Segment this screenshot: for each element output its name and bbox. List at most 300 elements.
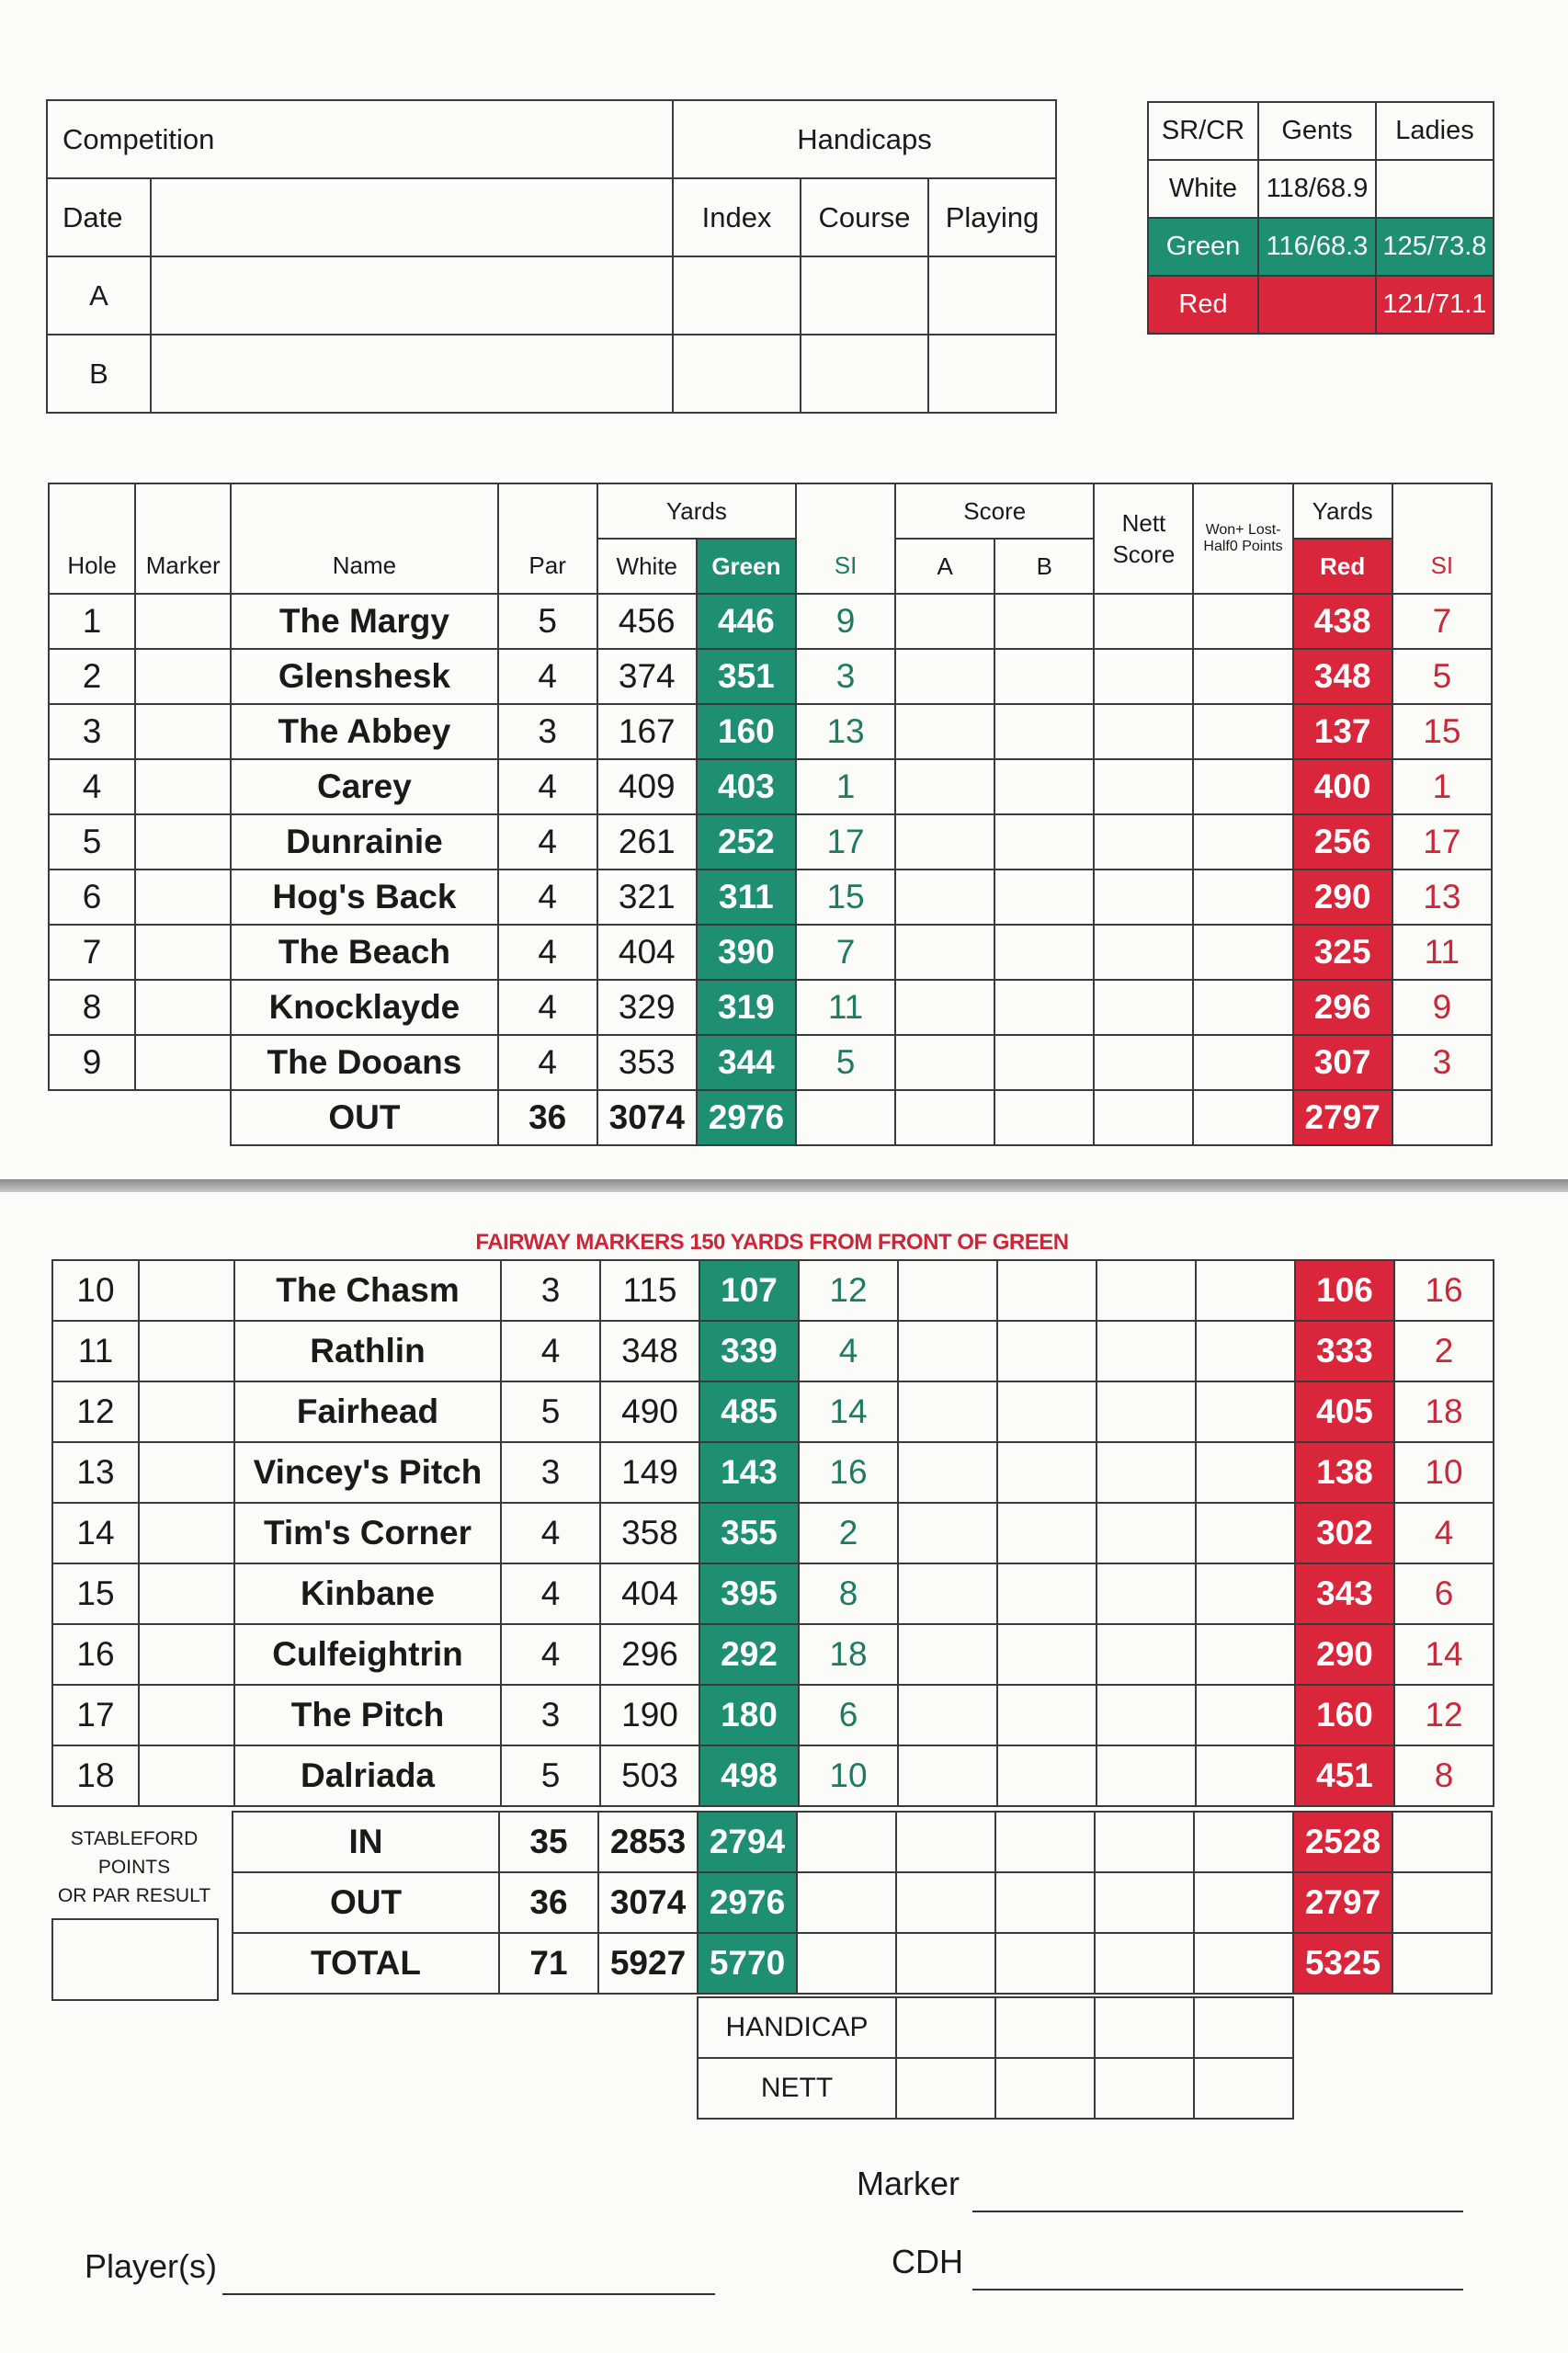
players-signature-label: Player(s) (85, 2247, 218, 2285)
totals-white: 3074 (598, 1872, 698, 1933)
points-cell[interactable] (1193, 594, 1292, 649)
nett-score-cell[interactable] (1096, 1260, 1196, 1321)
totals-label: OUT (233, 1872, 499, 1933)
white-yards: 329 (597, 980, 697, 1035)
points-cell[interactable] (1193, 814, 1292, 870)
srcr-label: SR/CR (1148, 102, 1258, 160)
rating-gents: 116/68.3 (1258, 218, 1376, 276)
player-a-name-field[interactable] (151, 256, 673, 335)
hole-par: 4 (498, 925, 597, 980)
points-cell[interactable] (1193, 980, 1292, 1035)
nett-score-cell[interactable] (1094, 980, 1193, 1035)
marker-cell[interactable] (135, 1035, 231, 1090)
si-header-top (796, 483, 895, 539)
si-header: SI (796, 539, 895, 594)
handicap-nett[interactable] (1095, 1997, 1194, 2058)
hole-row (49, 759, 1492, 814)
marker-cell[interactable] (139, 1503, 234, 1563)
out-par: 36 (498, 1090, 597, 1145)
green-yards: 311 (697, 870, 796, 925)
marker-cell[interactable] (139, 1442, 234, 1503)
marker-signature-label: Marker (857, 2165, 960, 2202)
score-a-cell[interactable] (898, 1563, 997, 1624)
marker-cell[interactable] (139, 1563, 234, 1624)
nett-score-cell[interactable] (1094, 759, 1193, 814)
nett-score-cell[interactable] (1094, 925, 1193, 980)
hole-number: 4 (49, 759, 135, 814)
score-b-cell[interactable] (994, 814, 1094, 870)
out-score-b[interactable] (994, 1090, 1094, 1145)
score-b-cell[interactable] (997, 1745, 1096, 1806)
hole-row (49, 980, 1492, 1035)
nett-score-cell[interactable] (1094, 704, 1193, 759)
totals-points[interactable] (1194, 1812, 1293, 1872)
points-cell[interactable] (1193, 649, 1292, 704)
nett-label: NETT (698, 2058, 896, 2119)
hole-par: 4 (498, 870, 597, 925)
score-a-cell[interactable] (898, 1442, 997, 1503)
hole-si: 7 (796, 925, 895, 980)
hole-si: 11 (796, 980, 895, 1035)
handicap-a[interactable] (896, 1997, 995, 2058)
hole-row (52, 1442, 1494, 1503)
totals-green: 2794 (698, 1812, 797, 1872)
hole-par: 4 (498, 649, 597, 704)
green-yards: 292 (699, 1624, 799, 1685)
cdh-line[interactable] (972, 2289, 1463, 2290)
out-si (796, 1090, 895, 1145)
player-b-index-field[interactable] (673, 335, 801, 413)
score-a-cell[interactable] (898, 1321, 997, 1381)
hole-name: Knocklayde (231, 980, 497, 1035)
score-b-cell[interactable] (994, 870, 1094, 925)
score-a-cell[interactable] (895, 980, 994, 1035)
green-yards: 390 (697, 925, 796, 980)
white-yards: 296 (600, 1624, 699, 1685)
hole-name: Hog's Back (231, 870, 497, 925)
score-b-cell[interactable] (994, 594, 1094, 649)
hole-si: 9 (796, 594, 895, 649)
score-a-cell[interactable] (895, 1035, 994, 1090)
red-si: 1 (1392, 759, 1492, 814)
red-yards: 302 (1295, 1503, 1394, 1563)
hole-number: 8 (49, 980, 135, 1035)
points-cell[interactable] (1196, 1563, 1295, 1624)
points-cell[interactable] (1193, 1035, 1292, 1090)
red-yards: 290 (1295, 1624, 1394, 1685)
green-yards: 498 (699, 1745, 799, 1806)
player-a-index-field[interactable] (673, 256, 801, 335)
hole-name: The Abbey (231, 704, 497, 759)
hole-si: 18 (799, 1624, 898, 1685)
hole-si: 10 (799, 1745, 898, 1806)
red-si: 11 (1392, 925, 1492, 980)
nett-score-cell[interactable] (1094, 649, 1193, 704)
red-si: 10 (1394, 1442, 1494, 1503)
points-cell[interactable] (1196, 1321, 1295, 1381)
marker-cell[interactable] (139, 1624, 234, 1685)
date-field[interactable] (151, 178, 673, 256)
score-a-cell[interactable] (895, 925, 994, 980)
score-a-cell[interactable] (895, 594, 994, 649)
stableford-line: OR PAR RESULT (57, 1885, 211, 1906)
competition-table (46, 99, 1057, 414)
points-cell[interactable] (1196, 1685, 1295, 1745)
hole-number: 18 (52, 1745, 139, 1806)
score-a-cell[interactable] (895, 649, 994, 704)
white-yards: 261 (597, 814, 697, 870)
out-label: OUT (231, 1090, 497, 1145)
score-b-cell[interactable] (997, 1563, 1096, 1624)
fairway-note: FAIRWAY MARKERS 150 YARDS FROM FRONT OF GREEN (475, 1230, 1069, 1255)
totals-label: IN (233, 1812, 499, 1872)
hole-si: 12 (799, 1260, 898, 1321)
score-b-cell[interactable] (997, 1685, 1096, 1745)
score-b-cell[interactable] (994, 925, 1094, 980)
handicap-b[interactable] (995, 1997, 1095, 2058)
totals-row (233, 1812, 1492, 1872)
red-si: 9 (1392, 980, 1492, 1035)
score-b-cell[interactable] (997, 1442, 1096, 1503)
totals-points[interactable] (1194, 1933, 1293, 1994)
white-yards: 348 (600, 1321, 699, 1381)
marker-cell[interactable] (139, 1260, 234, 1321)
score-b-cell[interactable] (994, 1035, 1094, 1090)
hole-row (52, 1624, 1494, 1685)
marker-cell[interactable] (135, 980, 231, 1035)
points-cell[interactable] (1196, 1745, 1295, 1806)
white-yards: 115 (600, 1260, 699, 1321)
score-b-cell[interactable] (997, 1321, 1096, 1381)
fold-line (0, 1179, 1568, 1192)
green-yards: 403 (697, 759, 796, 814)
score-a-cell[interactable] (898, 1503, 997, 1563)
nett-score-cell[interactable] (1096, 1442, 1196, 1503)
totals-white: 5927 (598, 1933, 698, 1994)
date-label: Date (47, 178, 151, 256)
red-yards: 290 (1293, 870, 1392, 925)
totals-si (797, 1812, 896, 1872)
green-yards: 395 (699, 1563, 799, 1624)
red-yards: 451 (1295, 1745, 1394, 1806)
score-b-cell[interactable] (994, 649, 1094, 704)
totals-red: 5325 (1293, 1933, 1392, 1994)
hole-par: 4 (501, 1321, 600, 1381)
player-a-course-field[interactable] (801, 256, 928, 335)
player-b-name-field[interactable] (151, 335, 673, 413)
out-white: 3074 (597, 1090, 697, 1145)
hole-row (49, 814, 1492, 870)
yards-header: Yards (597, 483, 796, 539)
hole-name: The Beach (231, 925, 497, 980)
marker-signature-line[interactable] (972, 2211, 1463, 2212)
hole-par: 3 (501, 1442, 600, 1503)
score-a-cell[interactable] (895, 704, 994, 759)
nett-score-cell[interactable] (1094, 594, 1193, 649)
nett-score-cell[interactable] (1096, 1745, 1196, 1806)
out-nett[interactable] (1094, 1090, 1193, 1145)
green-yards: 160 (697, 704, 796, 759)
totals-score-b[interactable] (995, 1872, 1095, 1933)
points-cell[interactable] (1193, 925, 1292, 980)
red-yards: 333 (1295, 1321, 1394, 1381)
competition-label: Competition (47, 100, 673, 178)
par-header-top (498, 483, 597, 539)
hole-si: 2 (799, 1503, 898, 1563)
green-yards: 339 (699, 1321, 799, 1381)
white-yards: 409 (597, 759, 697, 814)
out-points[interactable] (1193, 1090, 1292, 1145)
white-yards: 167 (597, 704, 697, 759)
totals-green: 2976 (698, 1872, 797, 1933)
white-yards: 358 (600, 1503, 699, 1563)
nett-a[interactable] (896, 2058, 995, 2119)
hole-si: 16 (799, 1442, 898, 1503)
points-cell[interactable] (1196, 1260, 1295, 1321)
totals-points[interactable] (1194, 1872, 1293, 1933)
marker-cell[interactable] (135, 649, 231, 704)
score-b-cell[interactable] (994, 980, 1094, 1035)
score-b-cell[interactable] (994, 704, 1094, 759)
hole-number: 9 (49, 1035, 135, 1090)
stableford-box[interactable] (51, 1918, 219, 2001)
marker-header-top (135, 483, 231, 539)
hole-row (49, 1035, 1492, 1090)
hole-si: 8 (799, 1563, 898, 1624)
hole-name: Glenshesk (231, 649, 497, 704)
points-cell[interactable] (1196, 1381, 1295, 1442)
hole-name: The Margy (231, 594, 497, 649)
points-cell[interactable] (1196, 1503, 1295, 1563)
hole-par: 3 (498, 704, 597, 759)
players-signature-line[interactable] (222, 2293, 715, 2295)
hole-par: 5 (501, 1745, 600, 1806)
totals-nett[interactable] (1095, 1812, 1194, 1872)
player-a-playing-field[interactable] (928, 256, 1056, 335)
hole-number: 7 (49, 925, 135, 980)
totals-row (233, 1933, 1492, 1994)
hole-si: 14 (799, 1381, 898, 1442)
red-si: 3 (1392, 1035, 1492, 1090)
points-cell[interactable] (1193, 759, 1292, 814)
hole-si: 13 (796, 704, 895, 759)
nett-b[interactable] (995, 2058, 1095, 2119)
score-b-cell[interactable] (997, 1381, 1096, 1442)
totals-white: 2853 (598, 1812, 698, 1872)
hole-number: 3 (49, 704, 135, 759)
hole-number: 13 (52, 1442, 139, 1503)
marker-cell[interactable] (139, 1685, 234, 1745)
hole-name: The Pitch (234, 1685, 501, 1745)
score-b-cell[interactable] (997, 1503, 1096, 1563)
hole-par: 5 (501, 1381, 600, 1442)
hole-par: 4 (498, 980, 597, 1035)
stableford-label (51, 1824, 217, 1910)
score-a-cell[interactable] (895, 759, 994, 814)
nett-nett[interactable] (1095, 2058, 1194, 2119)
handicap-label: HANDICAP (698, 1997, 896, 2058)
nett-score-cell[interactable] (1096, 1381, 1196, 1442)
player-b-course-field[interactable] (801, 335, 928, 413)
nett-points[interactable] (1194, 2058, 1293, 2119)
totals-score-b[interactable] (995, 1812, 1095, 1872)
handicap-nett-table (697, 1996, 1294, 2120)
hole-name: Tim's Corner (234, 1503, 501, 1563)
hole-name: Dalriada (234, 1745, 501, 1806)
player-b-playing-field[interactable] (928, 335, 1056, 413)
nett-score-cell[interactable] (1096, 1624, 1196, 1685)
points-header: Won+ Lost- Half0 Points (1193, 483, 1292, 594)
player-b-label: B (47, 335, 151, 413)
hole-name: Culfeightrin (234, 1624, 501, 1685)
score-a-cell[interactable] (898, 1381, 997, 1442)
red-si: 12 (1394, 1685, 1494, 1745)
white-yards: 490 (600, 1381, 699, 1442)
nett-score-cell[interactable] (1094, 1035, 1193, 1090)
out-blank (135, 1090, 231, 1145)
ratings-table (1147, 101, 1494, 335)
out-score-a[interactable] (895, 1090, 994, 1145)
hole-name: Kinbane (234, 1563, 501, 1624)
hole-number: 15 (52, 1563, 139, 1624)
hole-par: 4 (498, 1035, 597, 1090)
marker-cell[interactable] (135, 814, 231, 870)
hole-number: 6 (49, 870, 135, 925)
totals-par: 71 (499, 1933, 598, 1994)
score-a-cell[interactable] (895, 814, 994, 870)
nett-score-cell[interactable] (1094, 870, 1193, 925)
totals-score-a[interactable] (896, 1812, 995, 1872)
hole-row (49, 925, 1492, 980)
marker-cell[interactable] (135, 704, 231, 759)
nett-score-cell[interactable] (1094, 814, 1193, 870)
totals-red: 2797 (1293, 1872, 1392, 1933)
score-b-cell[interactable] (994, 759, 1094, 814)
red-yards: 348 (1293, 649, 1392, 704)
totals-nett[interactable] (1095, 1933, 1194, 1994)
score-a-cell[interactable] (895, 870, 994, 925)
hole-si: 5 (796, 1035, 895, 1090)
totals-row (233, 1872, 1492, 1933)
nett-score-cell[interactable] (1096, 1563, 1196, 1624)
green-yards: 446 (697, 594, 796, 649)
green-yards: 180 (699, 1685, 799, 1745)
score-b-cell[interactable] (997, 1624, 1096, 1685)
hole-si: 17 (796, 814, 895, 870)
hole-header-top (49, 483, 135, 539)
totals-si (797, 1872, 896, 1933)
marker-cell[interactable] (139, 1381, 234, 1442)
red-yards: 296 (1293, 980, 1392, 1035)
out-green: 2976 (697, 1090, 796, 1145)
red-si: 16 (1394, 1260, 1494, 1321)
hole-row (52, 1381, 1494, 1442)
rating-gents: 118/68.9 (1258, 160, 1376, 218)
hole-par: 5 (498, 594, 597, 649)
hole-row (49, 870, 1492, 925)
red-yards: 137 (1293, 704, 1392, 759)
score-a-cell[interactable] (898, 1685, 997, 1745)
nett-score-cell[interactable] (1096, 1503, 1196, 1563)
red-si-header: SI (1392, 539, 1492, 594)
marker-cell[interactable] (135, 870, 231, 925)
hole-par: 3 (501, 1685, 600, 1745)
totals-table (232, 1811, 1493, 1995)
hole-name: The Chasm (234, 1260, 501, 1321)
red-yards: 138 (1295, 1442, 1394, 1503)
hole-si: 4 (799, 1321, 898, 1381)
nett-score-cell[interactable] (1096, 1685, 1196, 1745)
score-a-cell[interactable] (898, 1624, 997, 1685)
red-si: 8 (1394, 1745, 1494, 1806)
totals-red-si (1392, 1812, 1492, 1872)
marker-cell[interactable] (139, 1745, 234, 1806)
index-label: Index (673, 178, 801, 256)
marker-cell[interactable] (135, 594, 231, 649)
hole-number: 5 (49, 814, 135, 870)
white-yards: 404 (600, 1563, 699, 1624)
hole-par: 4 (501, 1563, 600, 1624)
score-a-cell[interactable] (898, 1260, 997, 1321)
hole-header: Hole (49, 539, 135, 594)
white-yards: 321 (597, 870, 697, 925)
score-b-cell[interactable] (997, 1260, 1096, 1321)
hole-number: 11 (52, 1321, 139, 1381)
totals-nett[interactable] (1095, 1872, 1194, 1933)
totals-score-a[interactable] (896, 1933, 995, 1994)
green-yards: 485 (699, 1381, 799, 1442)
handicap-points[interactable] (1194, 1997, 1293, 2058)
hole-number: 10 (52, 1260, 139, 1321)
rating-tee: Green (1148, 218, 1258, 276)
marker-cell[interactable] (139, 1321, 234, 1381)
totals-red: 2528 (1293, 1812, 1392, 1872)
score-a-cell[interactable] (898, 1745, 997, 1806)
green-yards: 107 (699, 1260, 799, 1321)
player-a-label: A (47, 256, 151, 335)
points-cell[interactable] (1193, 704, 1292, 759)
totals-score-b[interactable] (995, 1933, 1095, 1994)
points-cell[interactable] (1196, 1442, 1295, 1503)
rating-ladies (1376, 160, 1494, 218)
red-si: 18 (1394, 1381, 1494, 1442)
rating-tee: Red (1148, 276, 1258, 334)
red-si: 15 (1392, 704, 1492, 759)
hole-number: 1 (49, 594, 135, 649)
points-cell[interactable] (1196, 1624, 1295, 1685)
points-cell[interactable] (1193, 870, 1292, 925)
hole-row (49, 704, 1492, 759)
white-header: White (597, 539, 697, 594)
marker-cell[interactable] (135, 759, 231, 814)
hole-par: 3 (501, 1260, 600, 1321)
red-si: 2 (1394, 1321, 1494, 1381)
red-yards: 400 (1293, 759, 1392, 814)
red-yards: 160 (1295, 1685, 1394, 1745)
totals-si (797, 1933, 896, 1994)
marker-cell[interactable] (135, 925, 231, 980)
hole-name: Vincey's Pitch (234, 1442, 501, 1503)
hole-par: 4 (501, 1503, 600, 1563)
nett-score-cell[interactable] (1096, 1321, 1196, 1381)
totals-red-si (1392, 1933, 1492, 1994)
white-yards: 149 (600, 1442, 699, 1503)
white-yards: 456 (597, 594, 697, 649)
rating-ladies: 125/73.8 (1376, 218, 1494, 276)
red-si: 7 (1392, 594, 1492, 649)
hole-row (52, 1321, 1494, 1381)
totals-score-a[interactable] (896, 1872, 995, 1933)
